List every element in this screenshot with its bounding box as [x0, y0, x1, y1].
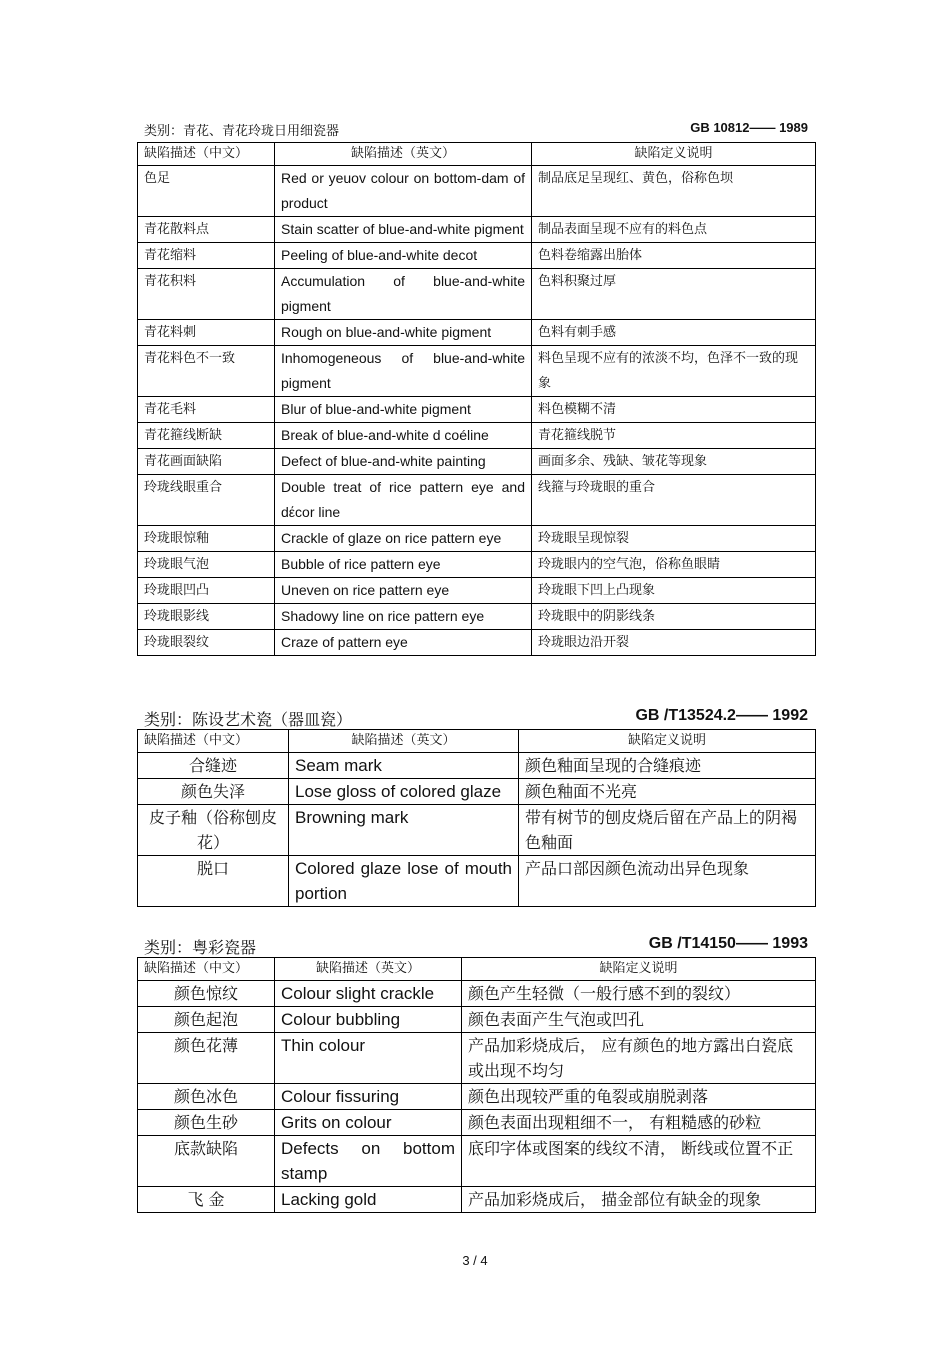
table-row [138, 779, 816, 805]
cell-english-name: Shadowy line on rice pattern eye [275, 604, 532, 630]
cell-chinese-name: 青花箍线断缺 [138, 423, 275, 449]
table-row [138, 320, 816, 346]
cell-chinese-name: 飞 金 [138, 1187, 275, 1213]
cell-definition: 画面多余、残缺、皱花等现象 [532, 449, 816, 475]
cell-english-name: Bubble of rice pattern eye [275, 552, 532, 578]
header-english-desc: 缺陷描述（英文） [275, 958, 462, 981]
table-row [138, 1033, 816, 1084]
cell-english-name: Lose gloss of colored glaze [289, 779, 519, 805]
table-row [138, 449, 816, 475]
cell-chinese-name: 合缝迹 [138, 753, 289, 779]
cell-definition: 色料积聚过厚 [532, 269, 816, 320]
table-row [138, 166, 816, 217]
table-row [138, 423, 816, 449]
cell-definition: 玲珑眼呈现惊裂 [532, 526, 816, 552]
cell-chinese-name: 青花积料 [138, 269, 275, 320]
cell-chinese-name: 玲珑眼惊釉 [138, 526, 275, 552]
cell-english-name: Browning mark [289, 805, 519, 856]
table-row [138, 856, 816, 907]
header-definition: 缺陷定义说明 [532, 143, 816, 166]
header-definition: 缺陷定义说明 [462, 958, 816, 981]
table-row [138, 217, 816, 243]
cell-english-name: Stain scatter of blue-and-white pigment [275, 217, 532, 243]
cell-english-name: Inhomogeneous of blue-and-white pigment [275, 346, 532, 397]
cell-definition: 颜色釉面不光亮 [519, 779, 816, 805]
cell-definition: 线箍与玲珑眼的重合 [532, 475, 816, 526]
standard-code: GB /T13524.2—— 1992 [635, 707, 808, 724]
page-number: 3 / 4 [462, 1253, 488, 1268]
cell-chinese-name: 青花料色不一致 [138, 346, 275, 397]
cell-chinese-name: 玲珑眼气泡 [138, 552, 275, 578]
cell-definition: 底印字体或图案的线纹不清， 断线或位置不正 [462, 1136, 816, 1187]
cell-chinese-name: 色足 [138, 166, 275, 217]
table-row [138, 753, 816, 779]
table-row [138, 1187, 816, 1213]
table-row [138, 1007, 816, 1033]
table-row [138, 526, 816, 552]
cell-chinese-name: 玲珑线眼重合 [138, 475, 275, 526]
table-row [138, 269, 816, 320]
cell-english-name: Uneven on rice pattern eye [275, 578, 532, 604]
cell-definition: 色料卷缩露出胎体 [532, 243, 816, 269]
cell-chinese-name: 玲珑眼影线 [138, 604, 275, 630]
cell-english-name: Thin colour [275, 1033, 462, 1084]
cell-definition: 产品加彩烧成后， 描金部位有缺金的现象 [462, 1187, 816, 1213]
standard-code: GB 10812—— 1989 [690, 120, 808, 135]
cell-chinese-name: 颜色冰色 [138, 1084, 275, 1110]
cell-chinese-name: 青花缩料 [138, 243, 275, 269]
cell-english-name: Defects on bottom stamp [275, 1136, 462, 1187]
cell-definition: 制品底足呈现红、黄色，俗称色坝 [532, 166, 816, 217]
cell-english-name: Defect of blue-and-white painting [275, 449, 532, 475]
cell-english-name: Crackle of glaze on rice pattern eye [275, 526, 532, 552]
cell-chinese-name: 颜色生砂 [138, 1110, 275, 1136]
section-guangcai-porcelain [137, 935, 815, 1213]
header-english-desc: 缺陷描述（英文） [289, 730, 519, 753]
table-row [138, 578, 816, 604]
cell-definition: 色料有刺手感 [532, 320, 816, 346]
cell-definition: 颜色出现较严重的龟裂或崩脱剥落 [462, 1084, 816, 1110]
table-row [138, 604, 816, 630]
cell-chinese-name: 颜色起泡 [138, 1007, 275, 1033]
cell-english-name: Lacking gold [275, 1187, 462, 1213]
cell-definition: 带有树节的刨皮烧后留在产品上的阴褐色釉面 [519, 805, 816, 856]
defect-table [137, 957, 816, 1213]
cell-chinese-name: 青花画面缺陷 [138, 449, 275, 475]
table-header-row [138, 958, 816, 981]
cell-chinese-name: 皮子釉（俗称刨皮花） [138, 805, 289, 856]
header-chinese-desc: 缺陷描述（中文） [138, 958, 275, 981]
table-header-row [138, 143, 816, 166]
cell-english-name: Colour slight crackle [275, 981, 462, 1007]
cell-definition: 颜色表面产生气泡或凹孔 [462, 1007, 816, 1033]
section-header [137, 707, 815, 729]
cell-english-name: Colored glaze lose of mouth portion [289, 856, 519, 907]
section-blue-white-porcelain [137, 120, 815, 656]
table-row [138, 805, 816, 856]
table-row [138, 1084, 816, 1110]
cell-chinese-name: 青花散料点 [138, 217, 275, 243]
table-row [138, 475, 816, 526]
cell-english-name: Blur of blue-and-white pigment [275, 397, 532, 423]
cell-definition: 产品加彩烧成后， 应有颜色的地方露出白瓷底或出现不均匀 [462, 1033, 816, 1084]
category-label: 类别：粤彩瓷器 [144, 938, 257, 957]
table-row [138, 397, 816, 423]
cell-definition: 玲珑眼中的阴影线条 [532, 604, 816, 630]
standard-code: GB /T14150—— 1993 [648, 935, 808, 952]
header-definition: 缺陷定义说明 [519, 730, 816, 753]
cell-chinese-name: 青花料刺 [138, 320, 275, 346]
table-row [138, 1136, 816, 1187]
cell-english-name: Colour bubbling [275, 1007, 462, 1033]
cell-english-name: Accumulation of blue-and-white pigment [275, 269, 532, 320]
section-display-art-porcelain [137, 707, 815, 907]
cell-chinese-name: 脱口 [138, 856, 289, 907]
table-row [138, 630, 816, 656]
cell-definition: 料色模糊不清 [532, 397, 816, 423]
defect-table [137, 142, 816, 656]
cell-chinese-name: 底款缺陷 [138, 1136, 275, 1187]
cell-chinese-name: 青花毛料 [138, 397, 275, 423]
cell-english-name: Rough on blue-and-white pigment [275, 320, 532, 346]
header-chinese-desc: 缺陷描述（中文） [138, 730, 289, 753]
cell-english-name: Red or yeuov colour on bottom-dam of product [275, 166, 532, 217]
cell-definition: 颜色产生轻微（一般行感不到的裂纹） [462, 981, 816, 1007]
section-header [137, 935, 815, 957]
header-chinese-desc: 缺陷描述（中文） [138, 143, 275, 166]
cell-definition: 玲珑眼边沿开裂 [532, 630, 816, 656]
cell-english-name: Peeling of blue-and-white decot [275, 243, 532, 269]
table-row [138, 346, 816, 397]
defect-table [137, 729, 816, 907]
table-header-row [138, 730, 816, 753]
cell-definition: 颜色表面出现粗细不一， 有粗糙感的砂粒 [462, 1110, 816, 1136]
cell-chinese-name: 颜色惊纹 [138, 981, 275, 1007]
cell-chinese-name: 玲珑眼凹凸 [138, 578, 275, 604]
cell-definition: 颜色釉面呈现的合缝痕迹 [519, 753, 816, 779]
cell-definition: 玲珑眼下凹上凸现象 [532, 578, 816, 604]
cell-definition: 青花箍线脱节 [532, 423, 816, 449]
cell-definition: 制品表面呈现不应有的料色点 [532, 217, 816, 243]
cell-chinese-name: 玲珑眼裂纹 [138, 630, 275, 656]
cell-english-name: Seam mark [289, 753, 519, 779]
table-row [138, 243, 816, 269]
header-english-desc: 缺陷描述（英文） [275, 143, 532, 166]
cell-definition: 产品口部因颜色流动出异色现象 [519, 856, 816, 907]
cell-english-name: Break of blue-and-white d coéline [275, 423, 532, 449]
table-row [138, 1110, 816, 1136]
table-row [138, 552, 816, 578]
cell-definition: 料色呈现不应有的浓淡不均，色泽不一致的现象 [532, 346, 816, 397]
cell-english-name: Craze of pattern eye [275, 630, 532, 656]
category-label: 类别：陈设艺术瓷（器皿瓷） [144, 710, 353, 729]
section-header [137, 120, 815, 142]
cell-english-name: Double treat of rice pattern eye and dέcor line [275, 475, 532, 526]
cell-definition: 玲珑眼内的空气泡，俗称鱼眼睛 [532, 552, 816, 578]
table-row [138, 981, 816, 1007]
cell-chinese-name: 颜色花薄 [138, 1033, 275, 1084]
cell-chinese-name: 颜色失泽 [138, 779, 289, 805]
cell-english-name: Grits on colour [275, 1110, 462, 1136]
category-label: 类别：青花、青花玲珑日用细瓷器 [144, 124, 340, 139]
cell-english-name: Colour fissuring [275, 1084, 462, 1110]
